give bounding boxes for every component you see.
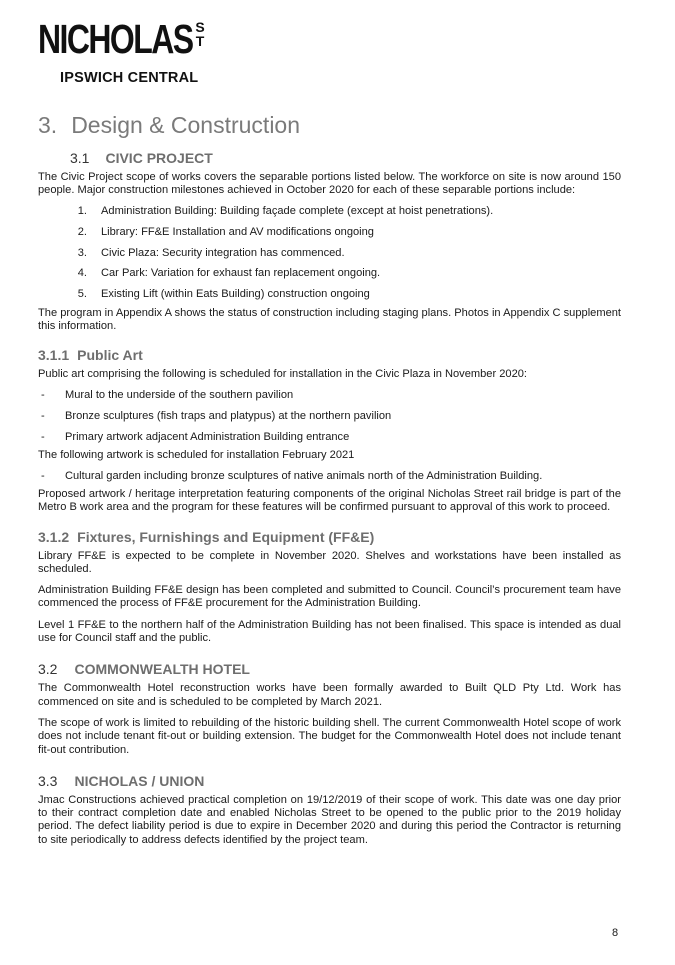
paragraph: The Civic Project scope of works covers the separable portions listed below. The workforce on site is now around 150 people. Major construction milestones achieved in October 2020 for each of these separable portions include: [38,171,621,197]
list-item: - Mural to the underside of the southern pavilion [41,388,294,401]
list-item: 1. Administration Building: Building façade complete (except at hoist penetrations). [77,205,494,218]
list-item: 4. Car Park: Variation for exhaust fan replacement ongoing. [77,267,381,280]
heading-number: 3.1 [70,150,90,166]
paragraph: The program in Appendix A shows the status of construction including staging plans. Photos in Appendix C supplement this information. [38,306,621,332]
heading-number: 3.1.1 [38,347,70,364]
commonwealth-hotel-heading [38,661,621,677]
heading-title: NICHOLAS / UNION [74,772,205,789]
heading-title: Public Art [77,347,143,364]
nicholas-union-heading [38,773,621,789]
list-item: 2. Library: FF&E Installation and AV modifications ongoing [77,225,374,238]
public-art-list [38,389,621,444]
heading-title: CIVIC PROJECT [105,150,213,166]
heading-title: COMMONWEALTH HOTEL [74,661,250,678]
paragraph: Jmac Constructions achieved practical completion on 19/12/2019 of their scope of work. This date was one day prior to their contract completion date and enabled Nicholas Street to be opened to the public prior to the 2019 holiday period. The defect liability period is due to expire in December 2020 and during this period the Contractor is returning to site periodically to address defects identified by the project team. [38,793,621,846]
paragraph: Level 1 FF&E to the northern half of the Administration Building has not been finalised. This space is intended as dual use for Council staff and the public. [38,618,621,645]
list-item: - Bronze sculptures (fish traps and platypus) at the northern pavilion [41,409,392,422]
list-item: - Cultural garden including bronze sculptures of native animals north of the Administration Building. [41,469,543,482]
section-title: Design & Construction [71,112,301,138]
list-item: - Primary artwork adjacent Administration Building entrance [41,430,350,443]
nicholas-st-logo [38,16,236,86]
milestone-list [38,205,621,301]
paragraph: The scope of work is limited to rebuilding of the historic building shell. The current Commonwealth Hotel scope of work does not include tenant fit-out or building extension. The budget for the Commonwealth Hotel does not include tenant fit-out contribution. [38,716,621,756]
paragraph: The following artwork is scheduled for installation February 2021 [38,448,355,461]
public-art-heading [38,347,621,363]
list-item: 5. Existing Lift (within Eats Building) construction ongoing [77,288,370,301]
february-artwork-list [38,470,621,483]
paragraph: The Commonwealth Hotel reconstruction works have been formally awarded to Built QLD Pty Ltd. Work has commenced on site and is scheduled to be completed by March 2021. [38,682,621,708]
ffe-heading [38,529,621,545]
logo-subtitle: IPSWICH CENTRAL [60,70,199,86]
document-body [38,112,621,847]
logo-st-bottom: T [195,33,205,49]
section-heading [38,112,621,138]
logo-st-top: S [195,19,205,35]
heading-number: 3.2 [38,661,58,678]
civic-project-heading [70,150,621,166]
heading-title: Fixtures, Furnishings and Equipment (FF&E) [77,528,375,545]
paragraph: Proposed artwork / heritage interpretation featuring components of the original Nicholas Street rail bridge is part of the Metro B work area and the program for these features will be confirmed pursuant to approval of this work to proceed. [38,487,621,514]
paragraph: Library FF&E is expected to be complete in November 2020. Shelves and workstations have been installed as scheduled. [38,549,621,575]
logo-st-mark [193,20,207,48]
heading-number: 3.3 [38,772,58,789]
heading-number: 3.1.2 [38,528,70,545]
paragraph: Public art comprising the following is scheduled for installation in the Civic Plaza in November 2020: [38,368,527,381]
page-number: 8 [612,927,619,939]
paragraph: Administration Building FF&E design has been completed and submitted to Council. Council’s procurement team have commenced the process of FF&E procurement for the Administration Building. [38,584,621,610]
list-item: 3. Civic Plaza: Security integration has commenced. [77,246,345,259]
section-number: 3. [38,112,58,138]
logo-wordmark: NICHOLAS [38,16,193,62]
